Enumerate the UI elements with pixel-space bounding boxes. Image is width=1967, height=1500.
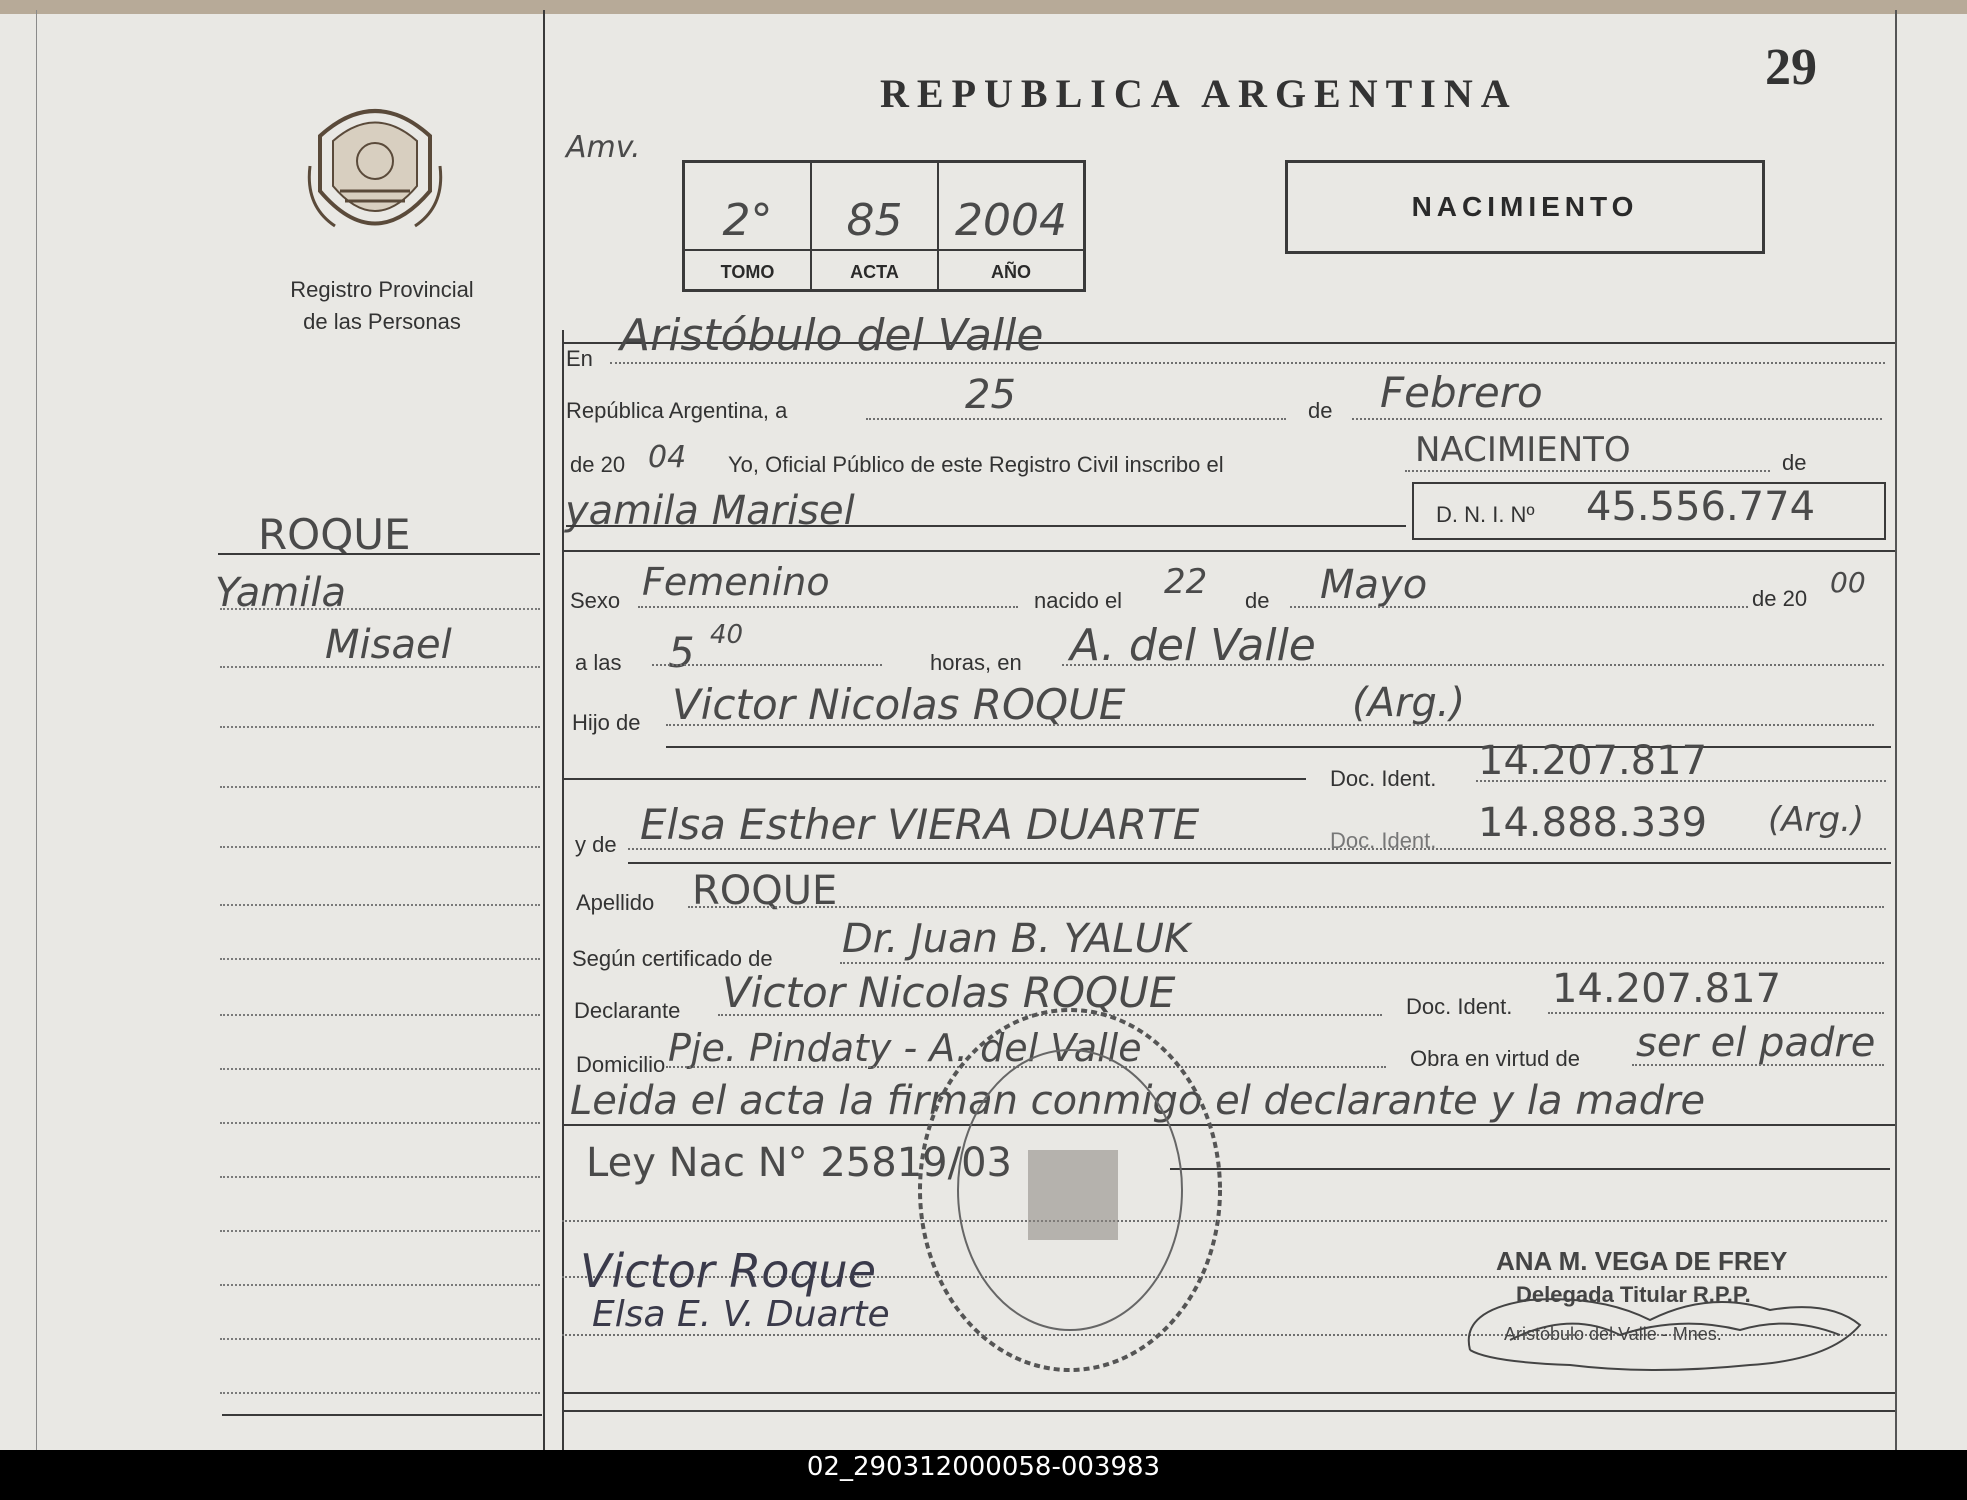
ley-text: Ley Nac N° 25819/03 [586, 1140, 1012, 1186]
margin-rule-12 [220, 1230, 540, 1232]
signature-father: Victor Roque [580, 1244, 877, 1298]
margin-rule-6 [220, 904, 540, 906]
father-name: Victor Nicolas ROQUE [672, 680, 1126, 729]
doc-label-2: Doc. Ident. [1330, 828, 1437, 853]
rule-certificado [840, 962, 1884, 964]
rule-day [866, 418, 1286, 420]
acta-cell [812, 163, 939, 289]
apellido-value: ROQUE [692, 868, 838, 914]
obra-value: ser el padre [1636, 1020, 1876, 1066]
declarante-label: Declarante [574, 998, 681, 1023]
day-value: 25 [965, 372, 1016, 418]
rule-declarante-doc [1548, 1012, 1884, 1014]
nacido-label: nacido el [1034, 588, 1123, 613]
doc-label-3: Doc. Ident. [1406, 994, 1513, 1019]
margin-surname: ROQUE [258, 510, 411, 559]
year-suffix: 04 [648, 440, 687, 475]
rule-father-doc [1476, 780, 1886, 782]
margin-rule-4 [220, 786, 540, 788]
birth-month: Mayo [1320, 562, 1428, 608]
margin-rule-11 [220, 1176, 540, 1178]
signature-mother: Elsa E. V. Duarte [592, 1294, 890, 1335]
rule-bottom [562, 1410, 1895, 1412]
child-name: yamila Marisel [565, 488, 855, 534]
official-title: Delegada Titular R.P.P. [1516, 1282, 1751, 1307]
rule-father-2 [666, 746, 1891, 748]
minutes-value: 40 [710, 620, 744, 650]
margin-rule-10 [220, 1122, 540, 1124]
month-value: Febrero [1380, 368, 1543, 417]
rule-inscribo [1405, 470, 1770, 472]
rule-hour [652, 664, 882, 666]
margin-rule-3 [220, 726, 540, 728]
mother-nationality: (Arg.) [1768, 800, 1865, 840]
official-signature-icon [1450, 1270, 1880, 1380]
margin-rule-14 [220, 1338, 540, 1340]
horas-label: horas, en [930, 650, 1022, 675]
rule-father [666, 724, 1874, 726]
rule-apellido [688, 906, 1884, 908]
rule-blank-4 [562, 1392, 1895, 1394]
acta-label: ACTA [850, 262, 899, 282]
rule-doc-blank [562, 778, 1306, 780]
registry-line2: de las Personas [303, 309, 461, 334]
dni-label: D. N. I. Nº [1436, 502, 1535, 527]
place-value: Aristóbulo del Valle [620, 310, 1044, 361]
doc-label: Doc. Ident. [1330, 766, 1437, 791]
margin-rule-9 [220, 1068, 540, 1070]
margin-rule-bottom [222, 1414, 542, 1416]
hijo-label: Hijo de [572, 710, 641, 735]
page-top-edge [0, 0, 1967, 14]
rule-sexo [638, 606, 1018, 608]
margin-rule-13 [220, 1284, 540, 1286]
left-binding-line [36, 10, 37, 1450]
declarante-value: Victor Nicolas ROQUE [722, 968, 1176, 1017]
mother-doc: 14.888.339 [1478, 800, 1708, 846]
de-label-2: de [1782, 450, 1807, 475]
birth-place: A. del Valle [1070, 620, 1316, 671]
country-title: REPUBLICA ARGENTINA [880, 71, 1518, 116]
acta-value: 85 [846, 195, 903, 246]
de20-label: de 20 [570, 452, 626, 477]
anio-cell [939, 163, 1083, 289]
hour-value: 5 [668, 628, 695, 677]
official-name: ANA M. VEGA DE FREY [1496, 1246, 1788, 1276]
provincial-seal-icon [305, 96, 445, 246]
de-label: de [1308, 398, 1333, 423]
margin-rule-2 [220, 666, 540, 668]
yo-label: Yo, Oficial Público de este Registro Civil inscribo el [728, 452, 1224, 477]
rule-mother-2 [628, 862, 1891, 864]
right-border [1895, 10, 1897, 1450]
yde-label: y de [575, 832, 617, 857]
dni-box [1412, 482, 1886, 540]
margin-rule-8 [220, 1014, 540, 1016]
declarante-doc: 14.207.817 [1552, 966, 1782, 1012]
rule-month [1352, 418, 1882, 420]
anio-label: AÑO [991, 262, 1031, 282]
rule-child-name [566, 525, 1406, 527]
rule-birth-place [1062, 664, 1884, 666]
rule-obra [1632, 1064, 1884, 1066]
document-id: 02_290312000058-003983 [806, 1452, 1161, 1482]
birth-year-suffix: 00 [1830, 566, 1866, 599]
registry-stamp-icon [910, 1000, 1230, 1380]
record-type-box [1285, 160, 1765, 254]
domicilio-value: Pje. Pindaty - A. del Valle [668, 1026, 1142, 1070]
margin-name1: Yamila [215, 570, 346, 616]
en-label: En [566, 346, 593, 371]
obra-label: Obra en virtud de [1410, 1046, 1580, 1071]
margin-rule-7 [220, 958, 540, 960]
rule-place [610, 362, 1885, 364]
leida-text: Leida el acta la firman conmigo el declarante y la madre [570, 1078, 1706, 1124]
mother-name: Elsa Esther VIERA DUARTE [640, 800, 1200, 849]
rule-ley [1170, 1168, 1890, 1170]
record-type: NACIMIENTO [1411, 191, 1639, 222]
margin-rule-1 [220, 608, 540, 610]
tomo-cell [685, 163, 812, 289]
tomo-value: 2° [722, 195, 773, 246]
domicilio-label: Domicilio [576, 1052, 666, 1077]
registry-line1: Registro Provincial [290, 277, 474, 302]
sexo-label: Sexo [570, 588, 621, 613]
annotation: Amv. [566, 130, 641, 165]
alas-label: a las [575, 650, 622, 675]
tomo-label: TOMO [720, 262, 775, 282]
registry-name [262, 274, 502, 338]
rule-birth-month [1290, 606, 1748, 608]
de20b-label: de 20 [1752, 586, 1808, 611]
margin-rule-5 [220, 846, 540, 848]
page-number: 29 [1765, 39, 1817, 96]
father-nationality: (Arg.) [1352, 680, 1466, 726]
certificado-value: Dr. Juan B. YALUK [842, 916, 1191, 962]
anio-value: 2004 [955, 195, 1067, 246]
birth-day: 22 [1164, 562, 1208, 602]
republica-label: República Argentina, a [566, 398, 788, 423]
segun-label: Según certificado de [572, 946, 773, 971]
dni-value: 45.556.774 [1586, 484, 1816, 530]
form-left-border [562, 330, 564, 1450]
record-number-box [682, 160, 1086, 292]
margin-divider [543, 10, 545, 1450]
rule-mother [628, 848, 1886, 850]
official-place: Aristóbulo del Valle - Mnes. [1504, 1324, 1722, 1344]
margin-rule-15 [220, 1392, 540, 1394]
rule-section [562, 550, 1895, 552]
sexo-value: Femenino [642, 560, 830, 604]
apellido-label: Apellido [576, 890, 655, 915]
father-doc: 14.207.817 [1478, 738, 1708, 784]
margin-rule-0 [218, 553, 540, 555]
margin-name2: Misael [325, 622, 452, 668]
inscribo-value: NACIMIENTO [1415, 430, 1631, 470]
de-label-3: de [1245, 588, 1270, 613]
